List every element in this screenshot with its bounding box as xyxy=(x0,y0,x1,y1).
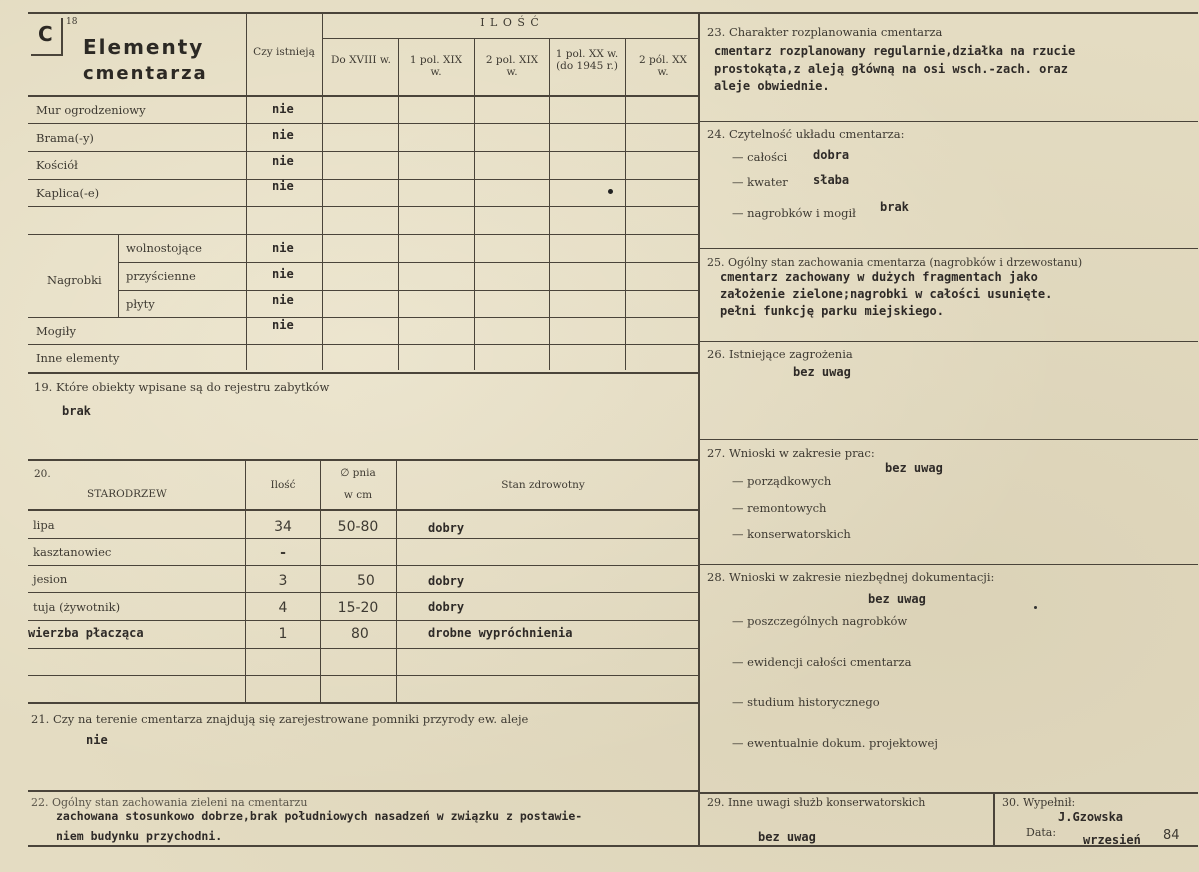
q20-col-stan: Stan zdrowotny xyxy=(501,479,585,491)
tree-row-line xyxy=(28,675,698,676)
q26-answer: bez uwag xyxy=(793,365,851,379)
section-line-22 xyxy=(28,790,698,792)
tree-col-line-3 xyxy=(396,461,397,702)
q27-label: 27. Wnioski w zakresie prac: xyxy=(707,446,875,460)
center-divider xyxy=(698,12,700,846)
section-line-25 xyxy=(700,248,1198,249)
tree-row-line xyxy=(28,538,698,539)
element-label: Mogiły xyxy=(36,324,76,338)
tree-diameter: 15-20 xyxy=(337,600,379,616)
q23-line3: aleje obwiednie. xyxy=(714,79,830,93)
section-line-20 xyxy=(28,459,698,461)
element-value: nie xyxy=(272,154,294,168)
tree-diameter: 50-80 xyxy=(337,519,379,535)
tree-count: - xyxy=(280,545,286,561)
tree-header-line xyxy=(28,509,698,511)
period-header-2: 1 pol. XIX w. xyxy=(409,54,463,78)
tree-condition: dobry xyxy=(428,521,465,535)
q30-name: J.Gzowska xyxy=(1058,810,1124,824)
divider-29-30 xyxy=(993,792,995,845)
col-line-1 xyxy=(398,38,399,370)
row-line xyxy=(118,262,698,263)
q24-label: 24. Czytelność układu cmentarza: xyxy=(707,127,905,141)
q24-nagrobkow-label: — nagrobków i mogił xyxy=(732,206,856,220)
tree-diameter: 80 xyxy=(351,626,369,642)
section-line-24 xyxy=(700,121,1198,122)
element-value: nie xyxy=(272,318,294,332)
q29-answer: bez uwag xyxy=(758,830,816,844)
q23-line1: cmentarz rozplanowany regularnie,działka na rzucie xyxy=(714,44,1076,58)
tree-count: 4 xyxy=(278,600,288,616)
q30-label: 30. Wypełnił: xyxy=(1002,796,1076,809)
element-value: nie xyxy=(272,241,294,255)
nagrobki-divider xyxy=(118,234,119,317)
tree-name: tuja (żywotnik) xyxy=(33,600,121,614)
q28-item: — ewidencji całości cmentarza xyxy=(732,655,912,669)
q24-calosci-label: — całości xyxy=(732,150,788,164)
page-title-line1: Elementy xyxy=(83,35,205,59)
q27-item: — porządkowych xyxy=(732,474,832,488)
section-line-21 xyxy=(28,702,698,704)
bottom-border xyxy=(28,845,1198,847)
q28-item: — ewentualnie dokum. projektowej xyxy=(732,736,938,750)
row-line xyxy=(28,344,698,345)
tree-row-line xyxy=(28,565,698,566)
q21-answer: nie xyxy=(86,733,108,747)
col-header-exists: Czy istnieją xyxy=(253,46,315,58)
tree-diameter: 50 xyxy=(357,573,375,589)
element-label: Brama(-y) xyxy=(36,131,94,145)
element-label: wolnostojące xyxy=(126,241,202,255)
q20-col-ilosc: Ilość xyxy=(270,479,296,491)
q24-kwater-value: słaba xyxy=(813,173,850,187)
q23-label: 23. Charakter rozplanowania cmentarza xyxy=(707,25,943,39)
q19-label: 19. Które obiekty wpisane są do rejestru zabytków xyxy=(34,380,330,394)
top-border xyxy=(28,12,1198,14)
tree-name: jesion xyxy=(33,572,68,586)
row-line xyxy=(28,317,698,318)
q25-line3: pełni funkcję parku miejskiego. xyxy=(720,304,944,318)
row-line xyxy=(28,179,698,180)
row-line xyxy=(28,123,698,124)
element-value: nie xyxy=(272,293,294,307)
q29-label: 29. Inne uwagi służb konserwatorskich xyxy=(707,796,926,809)
q22-answer-line1: zachowana stosunkowo dobrze,brak południowych nasadzeń w związku z postawie- xyxy=(56,809,583,823)
row-line xyxy=(28,234,698,235)
section-line-19 xyxy=(28,372,698,374)
section-number: 18 xyxy=(66,17,78,27)
ink-dot xyxy=(608,189,613,194)
element-label: przyścienne xyxy=(126,269,196,283)
period-header-5: 2 pól. XX w. xyxy=(638,54,688,78)
row-line xyxy=(28,151,698,152)
q26-label: 26. Istniejące zagrożenia xyxy=(707,347,853,361)
q24-nagrobkow-value: brak xyxy=(880,200,909,214)
element-value: nie xyxy=(272,128,294,142)
tree-name: kasztanowiec xyxy=(33,545,112,559)
ilosc-header: I L O Ś Ć xyxy=(480,16,540,29)
section-line-27 xyxy=(700,439,1198,440)
element-label: Kaplica(-e) xyxy=(36,186,100,200)
q27-item: — remontowych xyxy=(732,501,827,515)
tree-name: wierzba płacząca xyxy=(28,626,144,640)
element-label: płyty xyxy=(126,297,155,311)
tree-count: 1 xyxy=(278,626,288,642)
page-title-line2: cmentarza xyxy=(83,63,208,84)
tree-row-line xyxy=(28,592,698,593)
section-letter: C xyxy=(38,22,55,46)
tree-condition: dobry xyxy=(428,600,465,614)
period-header-4: 1 pol. XX w. (do 1945 r.) xyxy=(555,48,619,72)
tree-count: 34 xyxy=(274,519,292,535)
col-line-3 xyxy=(549,38,550,370)
q27-answer: bez uwag xyxy=(885,461,943,475)
q27-item: — konserwatorskich xyxy=(732,527,851,541)
header-bottom-line xyxy=(28,95,698,97)
element-value: nie xyxy=(272,267,294,281)
q19-answer: brak xyxy=(62,404,91,418)
q30-date-label: Data: xyxy=(1026,826,1057,839)
col-line-2 xyxy=(474,38,475,370)
row-line xyxy=(118,290,698,291)
row-line xyxy=(28,206,698,207)
q20-col-starodrzew: STARODRZEW xyxy=(87,488,167,500)
tree-condition: dobry xyxy=(428,574,465,588)
q20-col-pnia: ∅ pnia xyxy=(340,467,376,479)
q25-line1: cmentarz zachowany w dużych fragmentach jako xyxy=(720,270,1038,284)
q30-date: wrzesień xyxy=(1083,833,1141,847)
section-line-29 xyxy=(700,792,1198,794)
tree-row-line xyxy=(28,648,698,649)
tree-col-line-1 xyxy=(245,461,246,702)
q24-calosci-value: dobra xyxy=(813,148,850,162)
element-label: Mur ogrodzeniowy xyxy=(36,103,146,117)
nagrobki-label: Nagrobki xyxy=(47,273,102,287)
element-value: nie xyxy=(272,102,294,116)
tree-count: 3 xyxy=(278,573,288,589)
q23-line2: prostokąta,z aleją główną na osi wsch.-zach. oraz xyxy=(714,62,1069,76)
q28-item: — studium historycznego xyxy=(732,695,880,709)
q20-number: 20. xyxy=(34,468,51,480)
period-header-3: 2 pol. XIX w. xyxy=(485,54,539,78)
q22-answer-line2: niem budynku przychodni. xyxy=(56,829,223,843)
q20-col-pnia-unit: w cm xyxy=(343,489,373,501)
section-line-26 xyxy=(700,341,1198,342)
element-label: Inne elementy xyxy=(36,351,120,365)
q28-answer: bez uwag xyxy=(868,592,926,606)
q22-label: 22. Ogólny stan zachowania zieleni na cmentarzu xyxy=(31,796,308,809)
ink-dot xyxy=(1034,606,1037,609)
q24-kwater-label: — kwater xyxy=(732,175,788,189)
col-line-4 xyxy=(625,38,626,370)
element-label: Kościół xyxy=(36,158,78,172)
q25-label: 25. Ogólny stan zachowania cmentarza (nagrobków i drzewostanu) xyxy=(707,256,1083,269)
tree-condition: drobne wypróchnienia xyxy=(428,626,573,640)
tree-name: lipa xyxy=(33,518,55,532)
q25-line2: założenie zielone;nagrobki w całości usunięte. xyxy=(720,287,1053,301)
q30-year: 84 xyxy=(1163,828,1180,843)
q28-label: 28. Wnioski w zakresie niezbędnej dokumentacji: xyxy=(707,570,995,584)
element-value: nie xyxy=(272,179,294,193)
q21-label: 21. Czy na terenie cmentarza znajdują się zarejestrowane pomniki przyrody ew. aleje xyxy=(31,712,529,726)
period-header-1: Do XVIII w. xyxy=(331,54,391,66)
tree-col-line-2 xyxy=(320,461,321,702)
tree-row-line xyxy=(28,620,698,621)
q28-item: — poszczególnych nagrobków xyxy=(732,614,908,628)
section-line-28 xyxy=(700,564,1198,565)
ilosc-underline xyxy=(322,38,698,39)
